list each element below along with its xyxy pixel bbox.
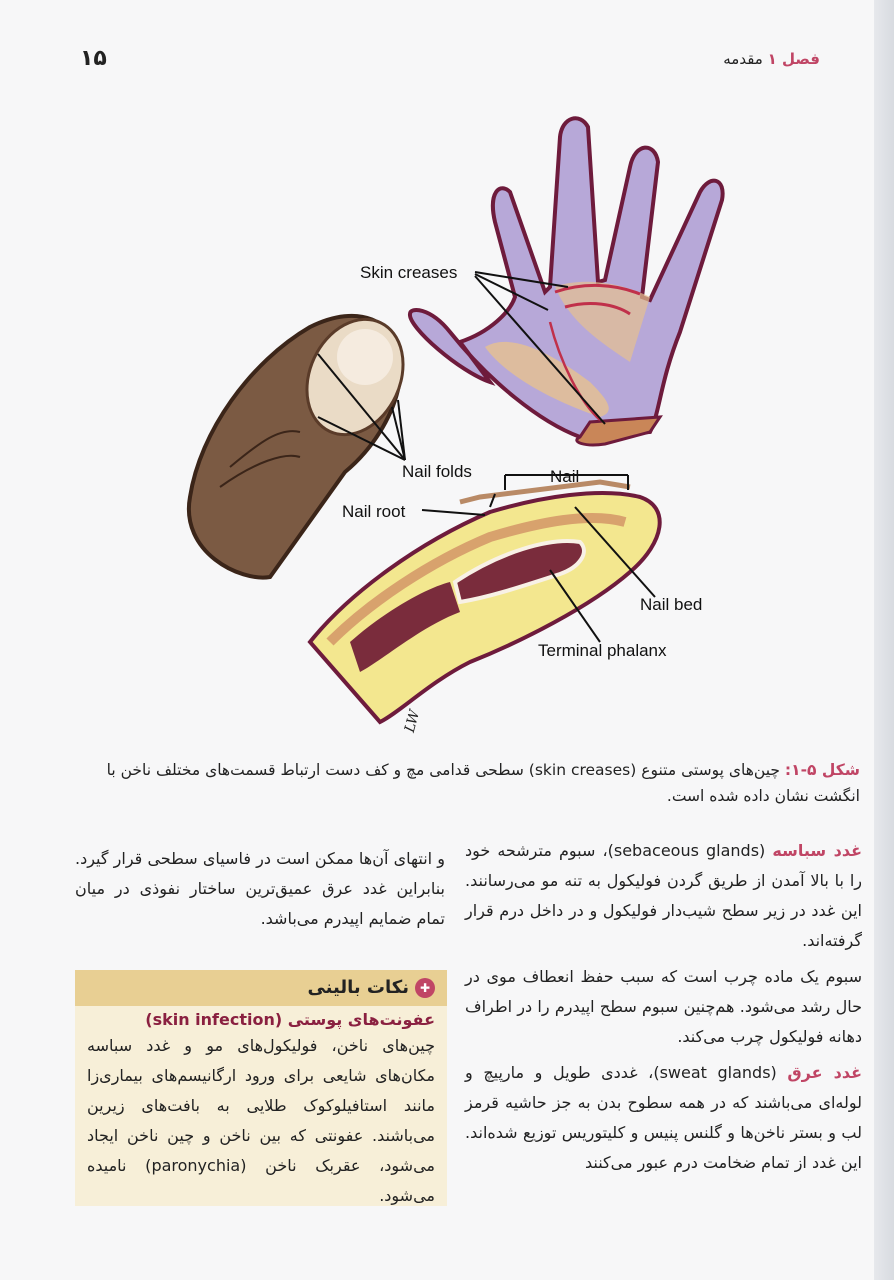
sweat-text: (sweat glands)، غددی طویل و مارپیچ و لوله‌ای می‌باشند که در همه سطوح بدن به جز حاشیه قرمز لب و بستر ناخن‌ها و گلنس پنیس و کلیتوریس توزیع شده‌اند. این غدد از تمام ضخامت درم عبور می‌کنند [465, 1063, 862, 1172]
anatomy-figure [160, 82, 760, 762]
label-terminal-phalanx: Terminal phalanx [538, 641, 667, 660]
right-column [465, 836, 862, 1184]
page-header [60, 46, 820, 76]
artist-signature: LW [401, 708, 424, 735]
chapter-label: فصل ۱ [767, 50, 820, 68]
finger-drawing [189, 304, 421, 578]
clinical-icon: ✚ [415, 978, 435, 998]
figure-caption [70, 757, 860, 809]
clinical-box-title: نکات بالینی [307, 977, 409, 998]
clinical-box-subtitle: عفونت‌های پوستی (skin infection) [145, 1010, 435, 1029]
page-edge [874, 0, 894, 1280]
label-nail-folds: Nail folds [402, 462, 472, 481]
chapter-title: مقدمه [723, 50, 763, 68]
left-column [75, 844, 445, 940]
hand-finger-illustration [160, 82, 760, 762]
clinical-notes-box [75, 970, 447, 1206]
left-paragraph: و انتهای آن‌ها ممکن است در فاسیای سطحی قرار گیرد. بنابراین غدد عرق عمیق‌ترین ساختار نفوذی در میان تمام ضمایم اپیدرم می‌باشد. [75, 849, 445, 928]
label-nail-root: Nail root [342, 502, 406, 521]
sebum-paragraph: سبوم یک ماده چرب است که سبب حفظ انعطاف موی در حال رشد می‌شود. هم‌چنین سبوم سطح اپیدرم را در اطراف دهانه فولیکول چرب می‌کند. [465, 967, 862, 1046]
label-nail: Nail [550, 467, 580, 486]
page-number: ۱۵ [80, 46, 107, 71]
caption-figure-label: شکل ۵-۱: [784, 761, 860, 779]
label-skin-creases: Skin creases [360, 263, 458, 282]
clinical-box-body: چین‌های ناخن، فولیکول‌های مو و غدد سباسه مکان‌های شایعی برای ورود ارگانیسم‌های بیماری‌زا مانند استافیلوکوک طلایی به بافت‌های زیرین می‌باشند. عفونتی که بین ناخن و چین ناخن ایجاد می‌شود، عقربک ناخن (paronychia) نامیده می‌شود. [87, 1036, 435, 1205]
clinical-box-header [75, 970, 447, 1006]
sweat-paragraph [465, 1058, 862, 1178]
sebaceous-term: غدد سباسه [772, 841, 863, 860]
caption-text: چین‌های پوستی متنوع (skin creases) سطحی قدامی مچ و کف دست ارتباط قسمت‌های مختلف ناخن با انگشت نشان داده شده است. [106, 761, 860, 805]
sebaceous-paragraph [465, 836, 862, 956]
running-head [723, 50, 820, 68]
sebaceous-text: (sebaceous glands)، سبوم مترشحه خود را با بالا آمدن از طریق گردن فولیکول به تنه مو می‌رسانند. این غدد در زیر سطح شیب‌دار فولیکول و در داخل درم قرار گرفته‌اند. [465, 841, 862, 950]
sweat-term: غدد عرق [787, 1063, 862, 1082]
label-nail-bed: Nail bed [640, 595, 703, 614]
